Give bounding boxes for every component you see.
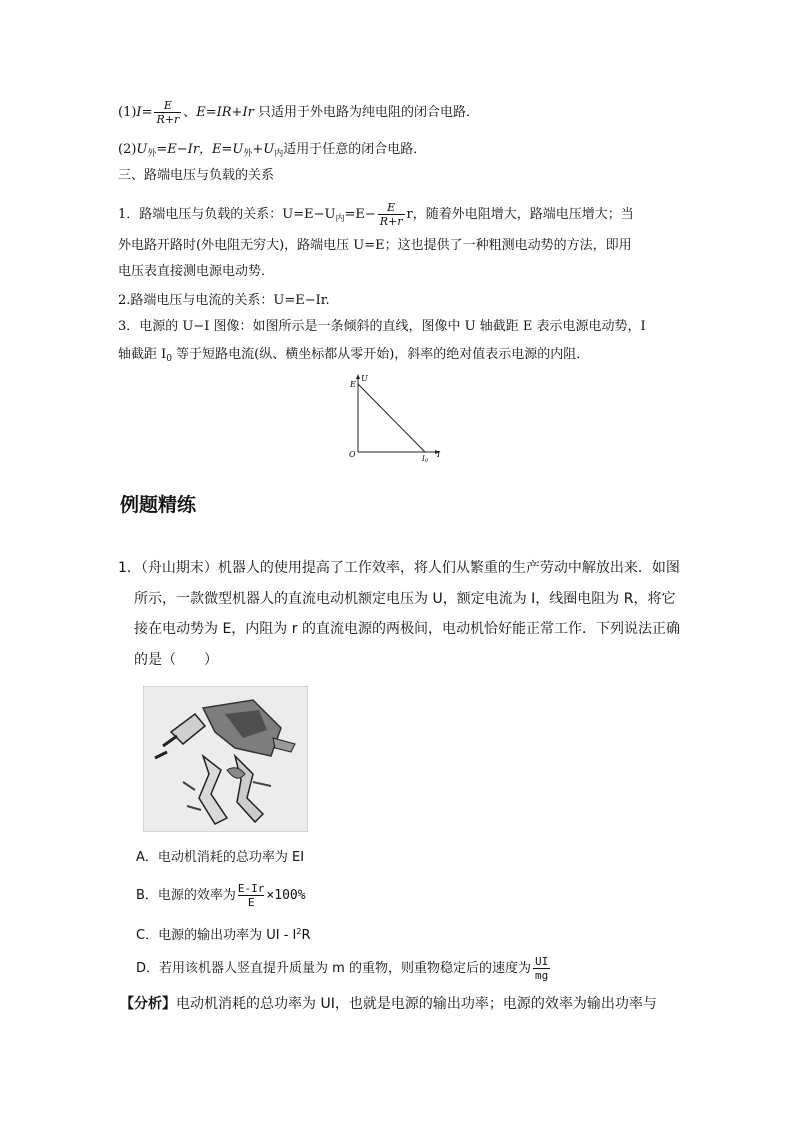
formula-1-fraction	[154, 99, 181, 126]
section-3-p3-line-1: 3．电源的 U−I 图像：如图所示是一条倾斜的直线，图像中 U 轴截距 E 表示电源电动势，I	[118, 319, 646, 334]
formula-2-sub-3: 内	[274, 149, 284, 159]
formula-2-prefix: (2)	[118, 142, 137, 157]
section-3-p1-line-2: 外电路开路时(外电阻无穷大)，路端电压 U=E；这也提供了一种粗测电动势的方法，即用	[118, 238, 632, 253]
example-heading: 例题精练	[120, 494, 197, 516]
option-b-percent: ×100%	[266, 888, 306, 903]
formula-line-2	[118, 140, 426, 164]
analysis-label: 【分析】	[120, 996, 176, 1012]
formula-1-text: 只适用于外电路为纯电阻的闭合电路．	[253, 105, 479, 120]
option-a: A．电动机消耗的总功率为 EI	[136, 850, 305, 865]
option-b-numerator: E-Ir	[237, 882, 265, 895]
graph-label-i: I	[437, 450, 441, 459]
formula-line-1	[118, 99, 479, 126]
formula-2-sub-1: 外	[147, 149, 157, 159]
graph-label-o: O	[349, 450, 356, 459]
formula-2-U: U	[136, 142, 148, 157]
question-1-line-2: 所示，一款微型机器人的直流电动机额定电压为 U，额定电流为 I，线圈电阻为 R，将它	[134, 591, 676, 607]
p1-part-c: r，随着外电阻增大，路端电压增大；当	[406, 207, 634, 222]
option-c	[136, 922, 311, 946]
robot-photo	[143, 686, 308, 832]
graph-u-arrow	[356, 374, 360, 379]
formula-1-separator: 、	[183, 105, 197, 120]
option-d-label: D．若用该机器人竖直提升质量为 m 的重物，则重物稳定后的速度为	[136, 961, 531, 976]
analysis-line	[120, 993, 657, 1015]
section-3-p1-line-1	[118, 201, 634, 229]
p1-denominator: R+r	[379, 215, 403, 228]
formula-2-mid: =E−Ir，E=U	[156, 142, 244, 157]
option-c-label: C．电源的输出功率为 UI - I	[136, 928, 297, 943]
option-b-denominator: E	[238, 895, 265, 909]
formula-1-E: E=IR+Ir	[196, 105, 254, 120]
formula-1-numerator: E	[163, 99, 172, 112]
p1-numerator: E	[387, 201, 396, 214]
formula-2-text: 适用于任意的闭合电路．	[283, 142, 427, 157]
question-1-line-3: 接在电动势为 E，内阻为 r 的直流电源的两极间，电动机恰好能正常工作．下列说法正确	[134, 621, 680, 637]
option-c-tail: R	[301, 928, 311, 943]
p1-sub: 内	[335, 214, 345, 224]
formula-1-equals: =	[141, 105, 153, 120]
option-d-numerator: UI	[534, 955, 549, 968]
p3-part-a: 轴截距 I	[118, 347, 167, 362]
graph-label-u: U	[361, 374, 368, 383]
u-i-graph	[345, 372, 445, 464]
option-d-fraction	[533, 955, 550, 982]
section-3-p2: 2.路端电压与电流的关系：U=E−Ir.	[118, 293, 330, 308]
p1-part-b: =E−	[344, 207, 376, 222]
option-b-fraction	[238, 882, 265, 909]
formula-1-prefix: (1)	[118, 105, 137, 120]
question-1-line-1: 1．（舟山期末）机器人的使用提高了工作效率，将人们从繁重的生产劳动中解放出来．如图	[118, 560, 680, 576]
analysis-text: 电动机消耗的总功率为 UI，也就是电源的输出功率；电源的效率为输出功率与	[176, 996, 657, 1012]
section-3-p1-line-3: 电压表直接测电源电动势．	[118, 264, 275, 279]
section-3-p3-line-2	[118, 345, 589, 369]
p3-part-b: 等于短路电流(纵、横坐标都从零开始)，斜率的绝对值表示电源的内阻．	[172, 347, 590, 362]
graph-label-e: E	[350, 380, 356, 389]
formula-2-sub-2: 外	[243, 149, 253, 159]
section-3-title: 三、路端电压与负载的关系	[118, 168, 275, 183]
formula-2-plus: +U	[252, 142, 275, 157]
p1-part-a: 1．路端电压与负载的关系：U=E−U	[118, 207, 336, 222]
graph-line	[358, 384, 425, 452]
formula-1-I: I	[136, 105, 142, 120]
option-b	[136, 882, 306, 909]
p3-sub: 0	[166, 354, 173, 364]
option-d-denominator: mg	[534, 969, 549, 982]
option-b-label: B．电源的效率为	[136, 888, 236, 903]
p1-fraction	[378, 201, 405, 228]
graph-label-i0: I0	[422, 455, 428, 464]
question-1-line-4: 的是（ ）	[134, 652, 218, 668]
option-c-superscript: 2	[296, 927, 302, 936]
option-d	[136, 955, 552, 982]
formula-1-denominator: R+r	[156, 113, 180, 126]
